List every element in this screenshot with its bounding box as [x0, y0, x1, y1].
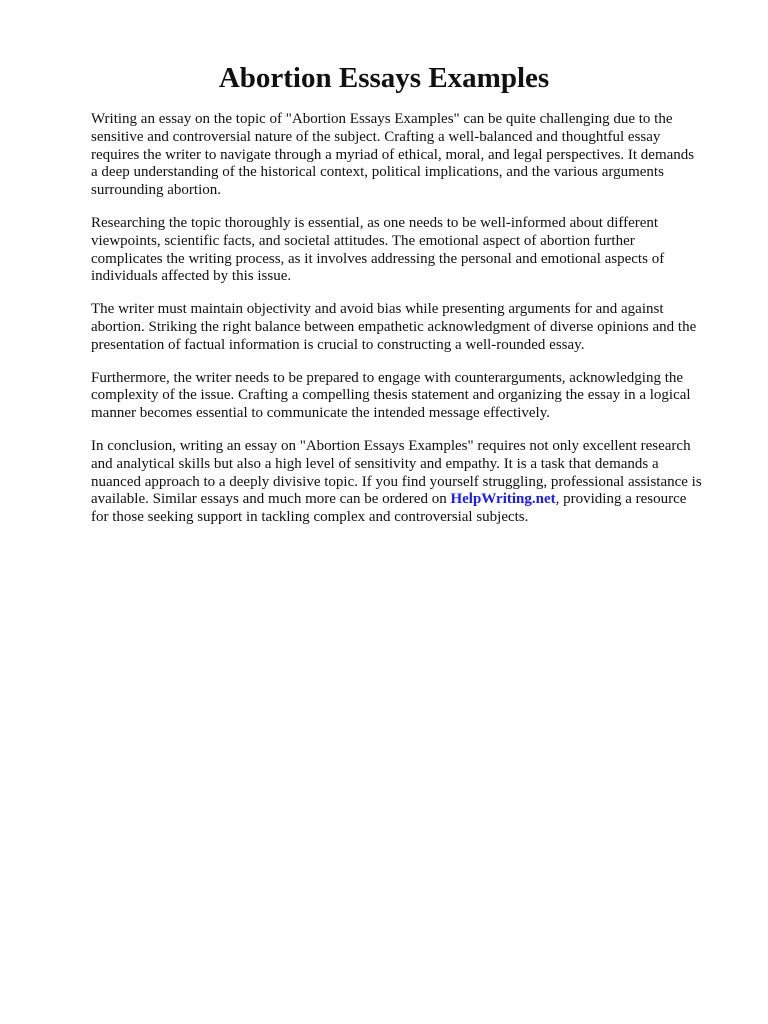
text-line: nuanced approach to a deeply divisive topic. If you find yourself struggling, professional assistance is	[91, 473, 702, 490]
text-line: viewpoints, scientific facts, and societal attitudes. The emotional aspect of abortion further	[91, 232, 635, 249]
text-line: individuals affected by this issue.	[91, 268, 292, 285]
paragraph-4	[91, 370, 727, 423]
text-line: and analytical skills but also a high level of sensitivity and empathy. It is a task that demands a	[91, 455, 659, 472]
text-line: complexity of the issue. Crafting a compelling thesis statement and organizing the essay in a logical	[91, 387, 691, 404]
paragraph-5	[91, 438, 727, 527]
text-line: manner becomes essential to communicate the intended message effectively.	[91, 405, 550, 422]
text-line: requires the writer to navigate through a myriad of ethical, moral, and legal perspectives. It demands	[91, 146, 695, 163]
paragraph-3	[91, 301, 727, 354]
text-line: a deep understanding of the historical context, political implications, and the various arguments	[91, 164, 664, 181]
link-line-prefix: available. Similar essays and much more can be ordered on	[91, 491, 451, 508]
text-line: sensitive and controversial nature of the subject. Crafting a well-balanced and thoughtful essay	[91, 128, 661, 145]
text-line: Writing an essay on the topic of "Abortion Essays Examples" can be quite challenging due to the	[91, 111, 673, 127]
helpwriting-link[interactable]: HelpWriting.net	[450, 491, 556, 508]
text-line: complicates the writing process, as it involves addressing the personal and emotional aspects of	[91, 250, 665, 267]
text-line: for those seeking support in tackling complex and controversial subjects.	[91, 509, 529, 526]
text-line: In conclusion, writing an essay on "Abortion Essays Examples" requires not only excellent research	[91, 437, 691, 454]
text-line: presentation of factual information is crucial to constructing a well-rounded essay.	[91, 336, 585, 353]
page-title: Abortion Essays Examples	[218, 62, 550, 94]
paragraph-1	[91, 111, 727, 200]
text-line: Researching the topic thoroughly is essential, as one needs to be well-informed about different	[91, 214, 659, 231]
text-line-with-link	[91, 491, 727, 509]
text-line: abortion. Striking the right balance between empathetic acknowledgment of diverse opinions and the	[91, 318, 697, 335]
text-line: The writer must maintain objectivity and avoid bias while presenting arguments for and against	[91, 301, 664, 318]
paragraph-2	[91, 215, 727, 286]
link-line-suffix: , providing a resource	[555, 491, 687, 508]
text-line: Furthermore, the writer needs to be prepared to engage with counterarguments, acknowledging the	[91, 369, 684, 386]
text-line: surrounding abortion.	[91, 182, 221, 199]
essay-body	[91, 111, 727, 542]
